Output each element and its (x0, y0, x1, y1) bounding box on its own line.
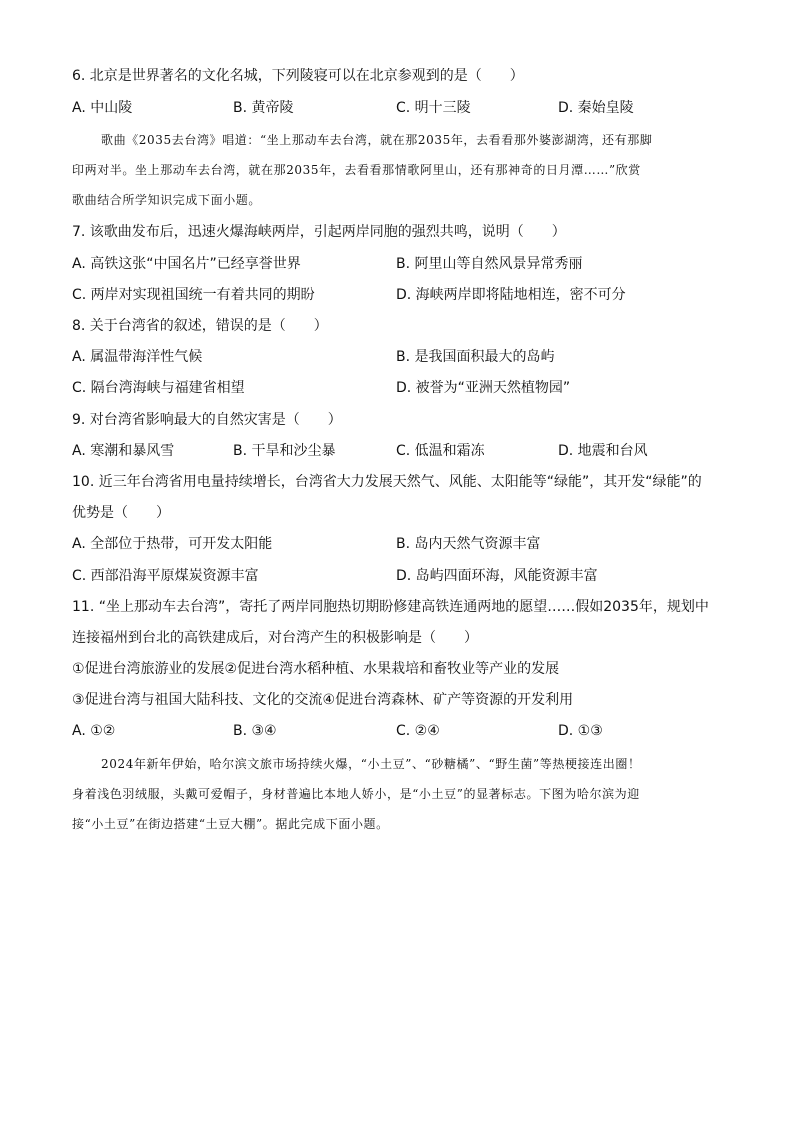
q7-option-d: D. 海峡两岸即将陆地相连，密不可分 (396, 287, 626, 303)
q6-option-c: C. 明十三陵 (396, 100, 471, 116)
q7-option-a: A. 高铁这张“中国名片”已经享誉世界 (72, 256, 301, 272)
q11-option-b: B. ③④ (233, 723, 277, 739)
question-7-stem: 7. 该歌曲发布后，迅速火爆海峡两岸，引起两岸同胞的强烈共鸣，说明（ ） (72, 224, 566, 240)
passage-1-line-3: 歌曲结合所学知识完成下面小题。 (72, 193, 262, 207)
question-11-stem-line-2: 连接福州到台北的高铁建成后，对台湾产生的积极影响是（ ） (72, 630, 478, 646)
passage-2-line-1: 2024年新年伊始，哈尔滨文旅市场持续火爆，“小土豆”、“砂糖橘”、“野生菌”等热梗接连出圈！ (101, 757, 641, 771)
question-8-stem: 8. 关于台湾省的叙述，错误的是（ ） (72, 318, 328, 334)
passage-2-line-3: 接“小土豆”在街边搭建“土豆大棚”。据此完成下面小题。 (72, 817, 389, 831)
q10-option-b: B. 岛内天然气资源丰富 (396, 536, 541, 552)
q6-option-b: B. 黄帝陵 (233, 100, 294, 116)
q7-option-c: C. 两岸对实现祖国统一有着共同的期盼 (72, 287, 315, 303)
q11-option-d: D. ①③ (558, 723, 603, 739)
q9-option-d: D. 地震和台风 (558, 443, 648, 459)
q8-option-c: C. 隔台湾海峡与福建省相望 (72, 380, 245, 396)
q6-option-d: D. 秦始皇陵 (558, 100, 634, 116)
q10-option-c: C. 西部沿海平原煤炭资源丰富 (72, 568, 259, 584)
question-9-stem: 9. 对台湾省影响最大的自然灾害是（ ） (72, 412, 342, 428)
q11-option-a: A. ①② (72, 723, 116, 739)
question-6-stem: 6. 北京是世界著名的文化名城，下列陵寝可以在北京参观到的是（ ） (72, 68, 524, 84)
q8-option-d: D. 被誉为“亚洲天然植物园” (396, 380, 571, 396)
q6-option-a: A. 中山陵 (72, 100, 133, 116)
question-10-stem-line-1: 10. 近三年台湾省用电量持续增长，台湾省大力发展天然气、风能、太阳能等“绿能”，其开发“绿能”的 (72, 474, 702, 490)
passage-1-line-1: 歌曲《2035去台湾》唱道：“坐上那动车去台湾，就在那2035年，去看看那外婆澎湖湾，还有那脚 (101, 133, 653, 147)
q10-option-a: A. 全部位于热带，可开发太阳能 (72, 536, 273, 552)
question-11-statements-line-1: ①促进台湾旅游业的发展②促进台湾水稻种植、水果栽培和畜牧业等产业的发展 (72, 661, 560, 677)
passage-2-line-2: 身着浅色羽绒服，头戴可爱帽子，身材普遍比本地人娇小，是“小土豆”的显著标志。下图为哈尔滨为迎 (72, 787, 640, 801)
q10-option-d: D. 岛屿四面环海，风能资源丰富 (396, 568, 598, 584)
q8-option-b: B. 是我国面积最大的岛屿 (396, 349, 555, 365)
q9-option-a: A. 寒潮和暴风雪 (72, 443, 175, 459)
question-11-stem-line-1: 11. “坐上那动车去台湾”，寄托了两岸同胞热切期盼修建高铁连通两地的愿望……假如2035年，规划中 (72, 599, 709, 615)
q9-option-c: C. 低温和霜冻 (396, 443, 485, 459)
passage-1-line-2: 印两对半。坐上那动车去台湾，就在那2035年，去看看那情歌阿里山，还有那神奇的日月潭……”欣赏 (72, 163, 641, 177)
q8-option-a: A. 属温带海洋性气候 (72, 349, 203, 365)
q9-option-b: B. 干旱和沙尘暴 (233, 443, 336, 459)
question-11-statements-line-2: ③促进台湾与祖国大陆科技、文化的交流④促进台湾森林、矿产等资源的开发利用 (72, 692, 574, 708)
question-10-stem-line-2: 优势是（ ） (72, 505, 170, 521)
q11-option-c: C. ②④ (396, 723, 440, 739)
q7-option-b: B. 阿里山等自然风景异常秀丽 (396, 256, 583, 272)
